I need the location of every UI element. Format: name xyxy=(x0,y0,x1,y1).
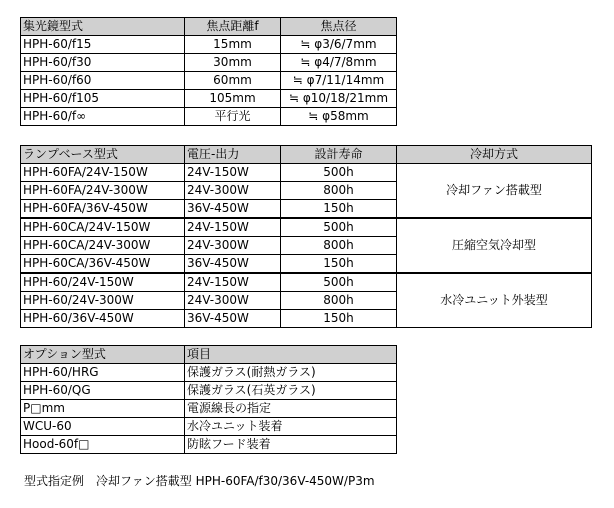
design-life-cell: 150h xyxy=(281,200,397,219)
header-focus-diameter: 焦点径 xyxy=(281,18,397,36)
focal-length-cell: 15mm xyxy=(185,36,281,54)
lamp-base-type-cell: HPH-60CA/24V-150W xyxy=(21,218,185,237)
table-row xyxy=(21,436,397,454)
voltage-output-cell: 24V-150W xyxy=(185,273,281,292)
mirror-type-cell: HPH-60/f60 xyxy=(21,72,185,90)
header-voltage-output: 電圧-出力 xyxy=(185,146,281,164)
mirror-type-cell: HPH-60/f105 xyxy=(21,90,185,108)
voltage-output-cell: 36V-450W xyxy=(185,200,281,219)
option-type-cell: P□mm xyxy=(21,400,185,418)
design-life-cell: 150h xyxy=(281,310,397,328)
lamp-base-table xyxy=(20,145,592,328)
lamp-base-type-cell: HPH-60FA/24V-150W xyxy=(21,164,185,182)
table-row xyxy=(21,418,397,436)
design-life-cell: 800h xyxy=(281,237,397,255)
design-life-cell: 800h xyxy=(281,292,397,310)
mirror-type-cell: HPH-60/f30 xyxy=(21,54,185,72)
lamp-base-type-cell: HPH-60FA/36V-450W xyxy=(21,200,185,219)
lamp-base-type-cell: HPH-60/36V-450W xyxy=(21,310,185,328)
lamp-base-type-cell: HPH-60/24V-150W xyxy=(21,273,185,292)
focus-spec-table xyxy=(20,17,397,126)
table-row xyxy=(21,54,397,72)
option-type-cell: HPH-60/HRG xyxy=(21,364,185,382)
option-type-cell: WCU-60 xyxy=(21,418,185,436)
focal-length-cell: 105mm xyxy=(185,90,281,108)
voltage-output-cell: 24V-150W xyxy=(185,164,281,182)
table-row xyxy=(21,218,592,237)
mirror-type-cell: HPH-60/f15 xyxy=(21,36,185,54)
table-row xyxy=(21,364,397,382)
voltage-output-cell: 36V-450W xyxy=(185,310,281,328)
voltage-output-cell: 24V-150W xyxy=(185,218,281,237)
header-focal-length: 焦点距離f xyxy=(185,18,281,36)
option-item-cell: 電源線長の指定 xyxy=(185,400,397,418)
header-lamp-base-type: ランプベース型式 xyxy=(21,146,185,164)
design-life-cell: 150h xyxy=(281,255,397,274)
focus-diameter-cell: ≒ φ4/7/8mm xyxy=(281,54,397,72)
header-cooling-method: 冷却方式 xyxy=(397,146,592,164)
option-item-cell: 保護ガラス(耐熱ガラス) xyxy=(185,364,397,382)
voltage-output-cell: 24V-300W xyxy=(185,237,281,255)
focal-length-cell: 平行光 xyxy=(185,108,281,126)
header-item: 項目 xyxy=(185,346,397,364)
focus-diameter-cell: ≒ φ7/11/14mm xyxy=(281,72,397,90)
design-life-cell: 500h xyxy=(281,164,397,182)
header-design-life: 設計寿命 xyxy=(281,146,397,164)
table-header-row xyxy=(21,18,397,36)
table-row xyxy=(21,72,397,90)
table-row xyxy=(21,36,397,54)
table-row xyxy=(21,382,397,400)
focal-length-cell: 60mm xyxy=(185,72,281,90)
table-header-row xyxy=(21,346,397,364)
table-row xyxy=(21,400,397,418)
table-row xyxy=(21,108,397,126)
option-item-cell: 防眩フード装着 xyxy=(185,436,397,454)
header-mirror-type: 集光鏡型式 xyxy=(21,18,185,36)
option-type-cell: Hood-60f□ xyxy=(21,436,185,454)
option-table xyxy=(20,345,397,454)
focus-diameter-cell: ≒ φ58mm xyxy=(281,108,397,126)
table-header-row xyxy=(21,146,592,164)
table-row xyxy=(21,273,592,292)
option-item-cell: 水冷ユニット装着 xyxy=(185,418,397,436)
cooling-method-cell: 冷却ファン搭載型 xyxy=(397,164,592,219)
design-life-cell: 500h xyxy=(281,273,397,292)
focus-diameter-cell: ≒ φ3/6/7mm xyxy=(281,36,397,54)
cooling-method-cell: 圧縮空気冷却型 xyxy=(397,218,592,273)
lamp-base-type-cell: HPH-60CA/24V-300W xyxy=(21,237,185,255)
voltage-output-cell: 24V-300W xyxy=(185,292,281,310)
design-life-cell: 500h xyxy=(281,218,397,237)
voltage-output-cell: 24V-300W xyxy=(185,182,281,200)
lamp-base-type-cell: HPH-60FA/24V-300W xyxy=(21,182,185,200)
header-option-type: オプション型式 xyxy=(21,346,185,364)
focal-length-cell: 30mm xyxy=(185,54,281,72)
model-example-text: 型式指定例 冷却ファン搭載型 HPH-60FA/f30/36V-450W/P3m xyxy=(24,474,375,488)
voltage-output-cell: 36V-450W xyxy=(185,255,281,274)
cooling-method-cell: 水冷ユニット外装型 xyxy=(397,273,592,328)
mirror-type-cell: HPH-60/f∞ xyxy=(21,108,185,126)
table-row xyxy=(21,90,397,108)
focus-diameter-cell: ≒ φ10/18/21mm xyxy=(281,90,397,108)
option-type-cell: HPH-60/QG xyxy=(21,382,185,400)
option-item-cell: 保護ガラス(石英ガラス) xyxy=(185,382,397,400)
lamp-base-type-cell: HPH-60/24V-300W xyxy=(21,292,185,310)
design-life-cell: 800h xyxy=(281,182,397,200)
lamp-base-type-cell: HPH-60CA/36V-450W xyxy=(21,255,185,274)
table-row xyxy=(21,164,592,182)
